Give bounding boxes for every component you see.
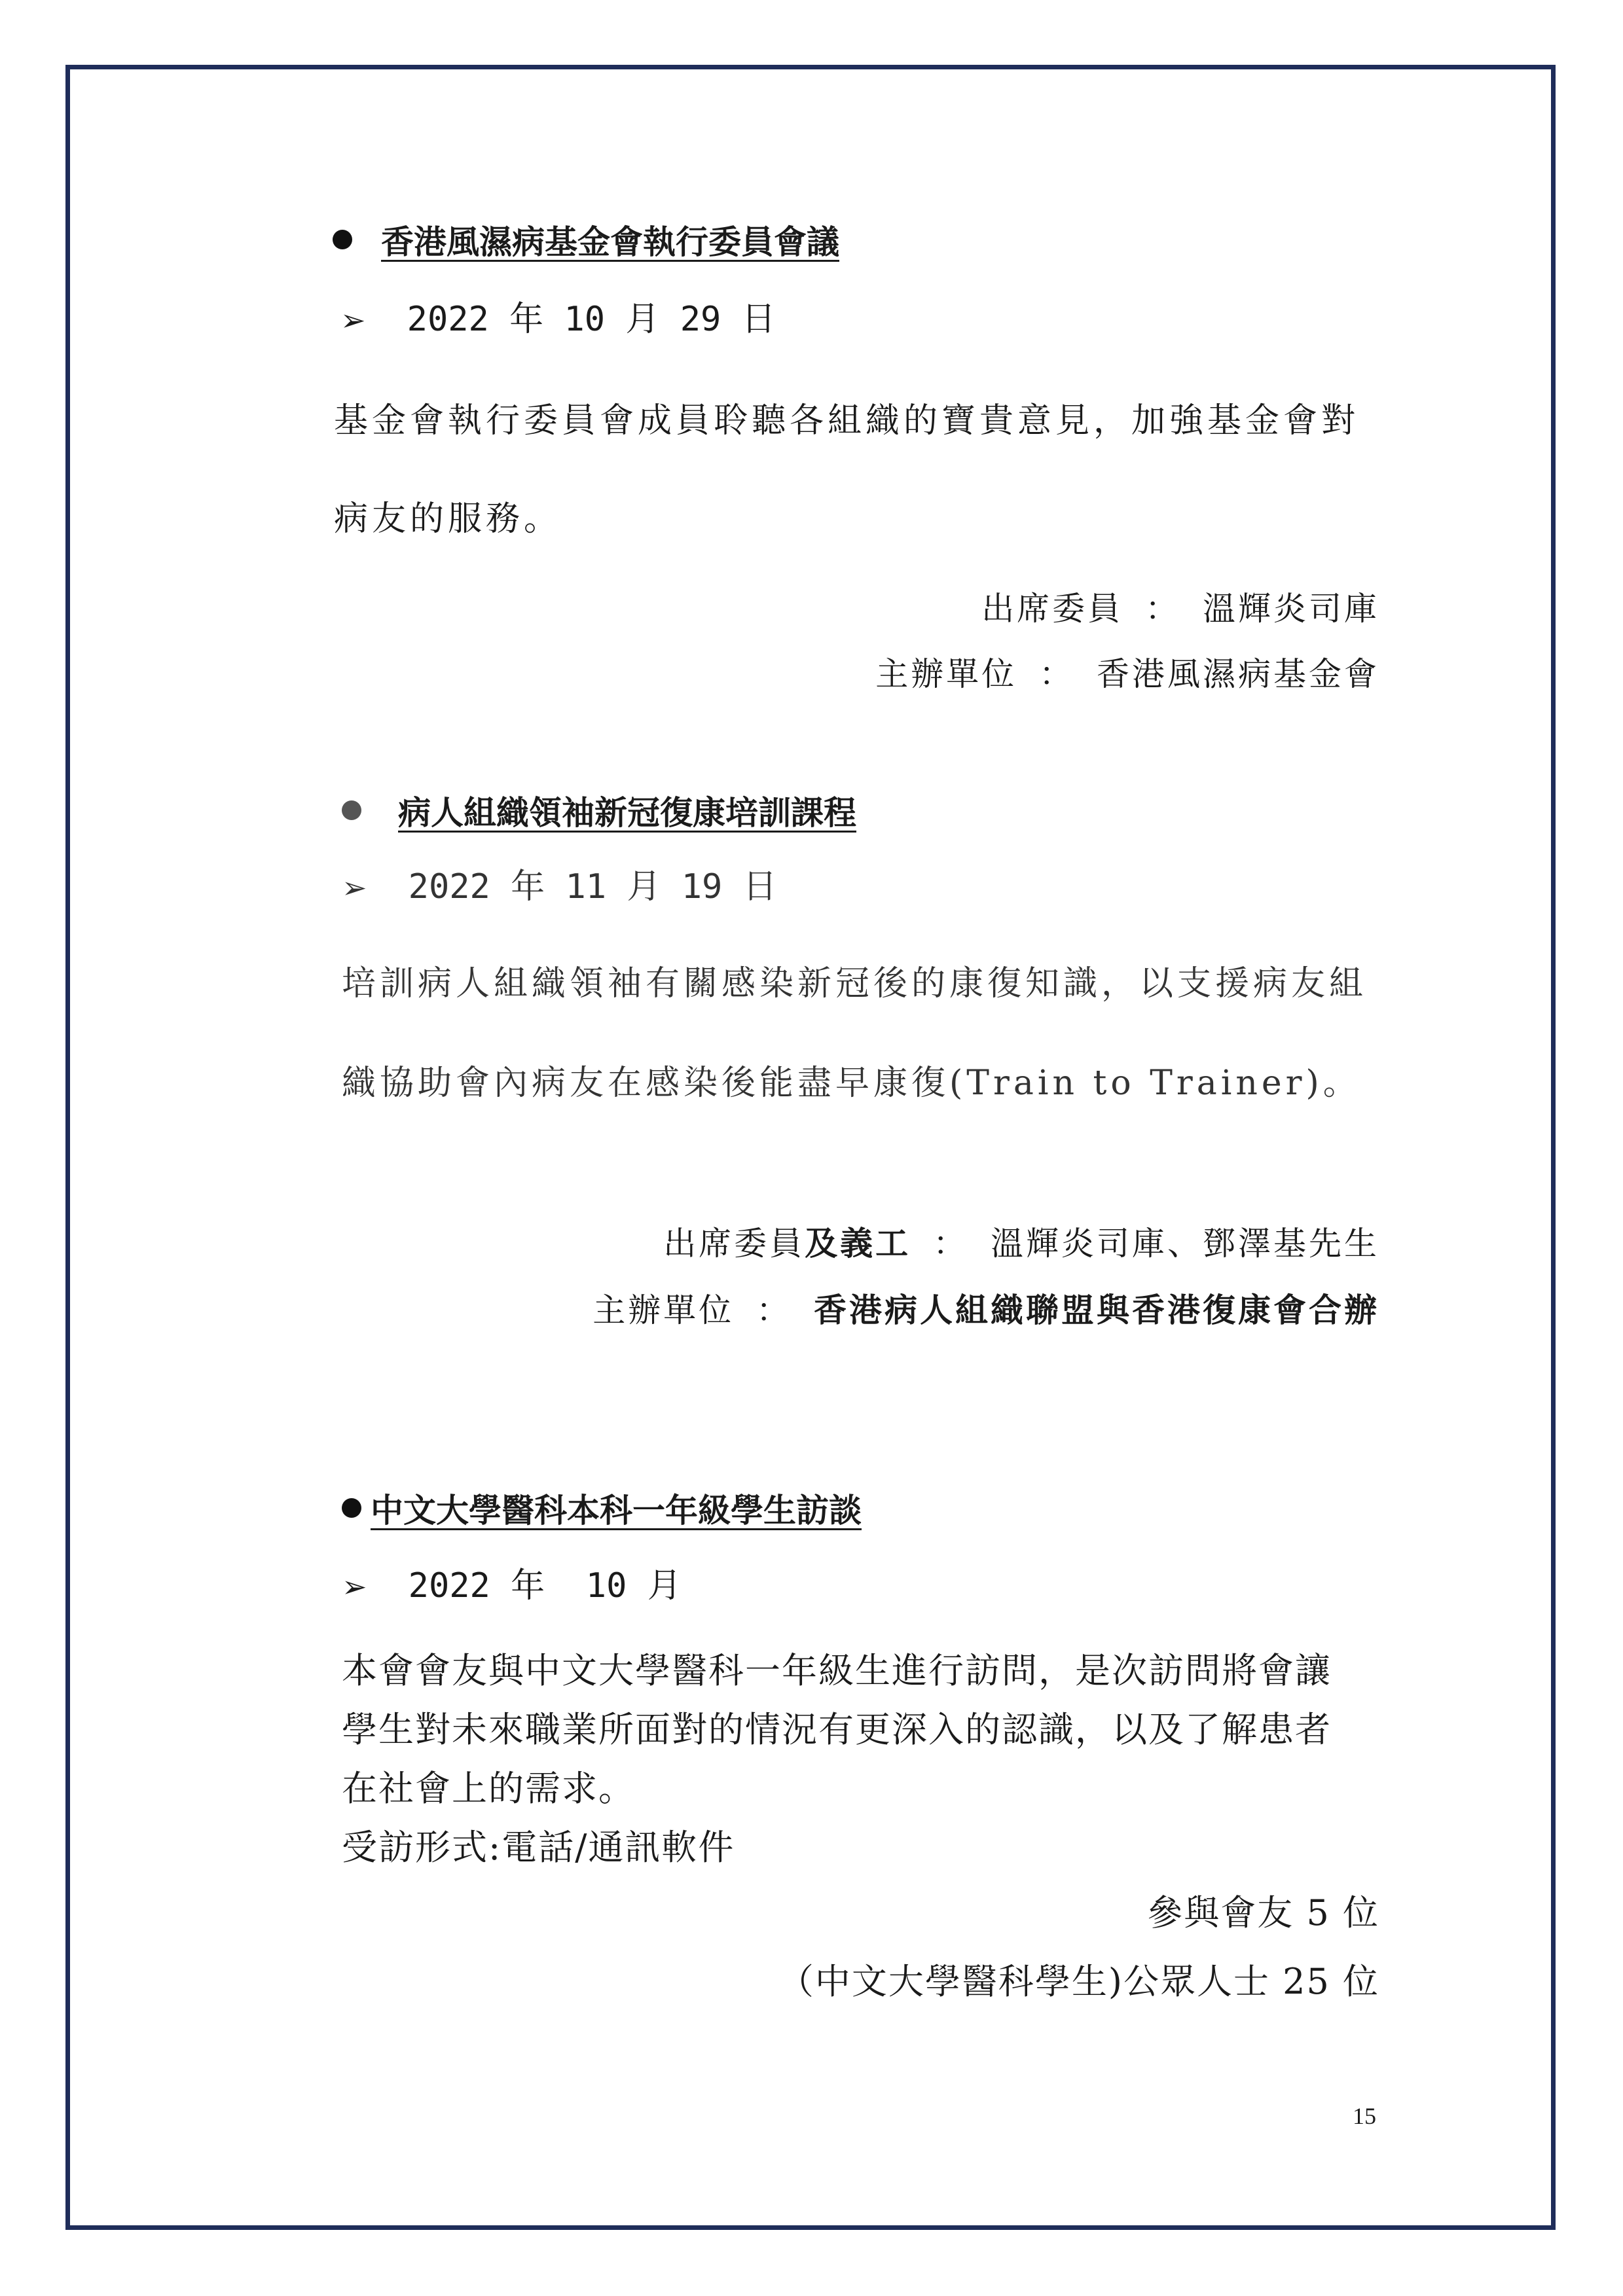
- organizer-value: 香港病人組織聯盟與香港復康會合辦: [814, 1291, 1379, 1329]
- separator: ：: [756, 1291, 792, 1329]
- section-title: 中文大學醫科本科一年級學生訪談: [371, 1491, 862, 1530]
- event-date: 2022 年 10 月: [408, 1566, 682, 1605]
- date-row-2: [342, 859, 777, 908]
- attendee-label: 出席委員: [981, 590, 1123, 628]
- attendee-label-bold: 及義工: [805, 1224, 911, 1263]
- interview-format: 受訪形式:電話/通訊軟件: [342, 1827, 735, 1868]
- section-heading-2: [342, 787, 856, 834]
- body-line: 病友的服務。: [334, 499, 562, 539]
- arrow-bullet-icon: ➢: [342, 1569, 367, 1604]
- bullet-icon: [342, 800, 361, 820]
- separator: ：: [1145, 590, 1181, 628]
- attendee-value: 溫輝炎司庫、鄧澤基先生: [991, 1225, 1379, 1263]
- organizer-line: [593, 1284, 1379, 1331]
- attendee-line: [981, 583, 1379, 630]
- event-date: 2022 年 10 月 29 日: [407, 300, 776, 339]
- arrow-bullet-icon: ➢: [342, 870, 367, 905]
- participants-public: （中文大學醫科學生)公眾人士 25 位: [778, 1961, 1379, 2002]
- attendee-value: 溫輝炎司庫: [1203, 590, 1379, 628]
- organizer-value: 香港風濕病基金會: [1097, 655, 1379, 693]
- date-row-1: [340, 291, 776, 340]
- organizer-line: [875, 648, 1379, 695]
- event-date: 2022 年 11 月 19 日: [408, 867, 777, 906]
- participants-members: 參與會友 5 位: [1147, 1892, 1379, 1933]
- attendee-label: 出席委員: [663, 1225, 805, 1263]
- organizer-label: 主辦單位: [875, 655, 1017, 693]
- bullet-icon: [333, 230, 352, 249]
- body-line: 基金會執行委員會成員聆聽各組織的寶貴意見，加強基金會對: [334, 401, 1360, 440]
- separator: ：: [933, 1225, 969, 1263]
- separator: ：: [1039, 655, 1075, 693]
- arrow-bullet-icon: ➢: [340, 302, 366, 338]
- bullet-icon: [342, 1498, 361, 1518]
- section-title: 病人組織領袖新冠復康培訓課程: [398, 793, 856, 832]
- body-line: 學生對未來職業所面對的情況有更深入的認識，以及了解患者: [342, 1709, 1332, 1750]
- organizer-label: 主辦單位: [593, 1291, 735, 1329]
- attendee-line: [663, 1217, 1379, 1265]
- date-row-3: [342, 1558, 682, 1607]
- section-title: 香港風濕病基金會執行委員會議: [381, 223, 839, 261]
- body-line: 在社會上的需求。: [342, 1768, 635, 1809]
- body-line: 織協助會內病友在感染後能盡早康復(Train to Trainer)。: [342, 1064, 1361, 1103]
- body-line: 培訓病人組織領袖有關感染新冠後的康復知識，以支援病友組: [342, 964, 1368, 1003]
- page-number: 15: [1353, 2103, 1376, 2129]
- section-heading-3: [342, 1484, 862, 1532]
- body-line: 本會會友與中文大學醫科一年級生進行訪問，是次訪問將會讓: [342, 1650, 1332, 1691]
- section-heading-1: [333, 216, 839, 263]
